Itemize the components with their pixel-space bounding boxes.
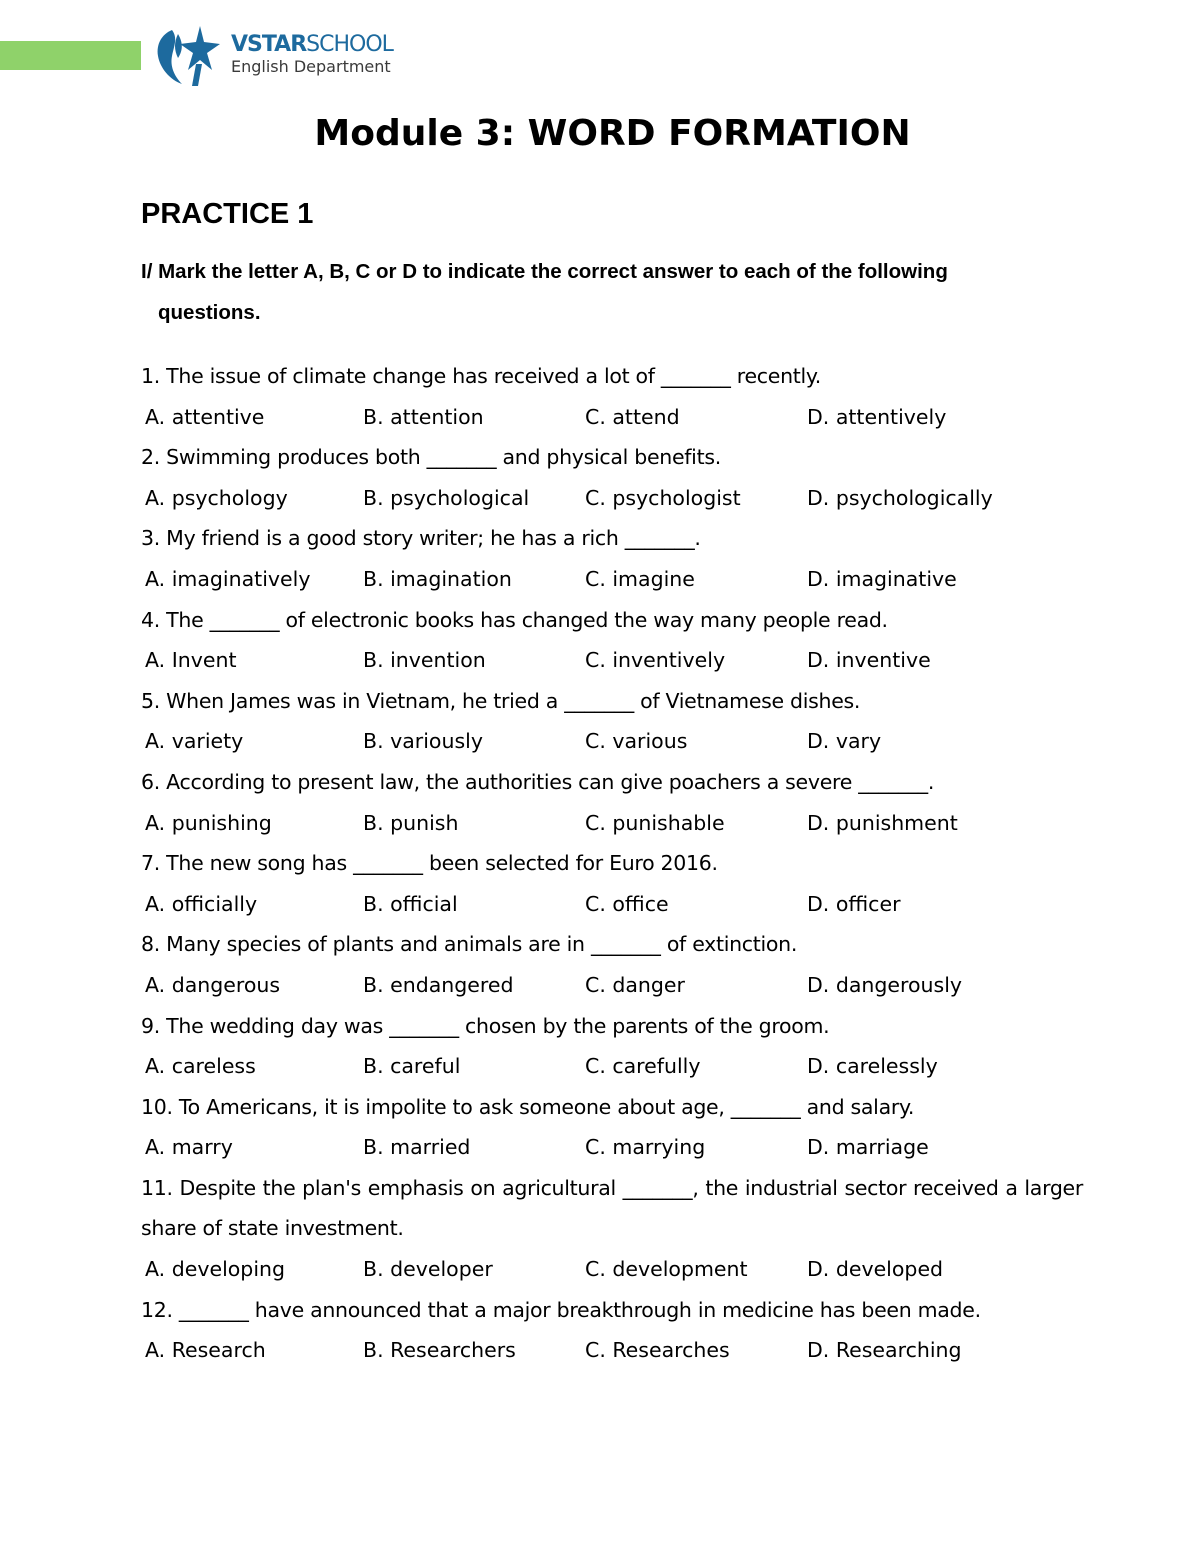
option-c: C. psychologist	[585, 485, 741, 510]
option-b: B. endangered	[363, 972, 514, 997]
option-b: B. imagination	[363, 566, 512, 591]
section-heading: PRACTICE 1	[141, 198, 314, 230]
answer-options	[141, 1249, 1091, 1290]
question-stem: 8. Many species of plants and animals are in _______ of extinction.	[141, 932, 798, 957]
option-a: A. attentive	[145, 404, 265, 429]
option-d: D. psychologically	[807, 485, 993, 510]
question-stem: 1. The issue of climate change has received a lot of _______ recently.	[141, 364, 822, 388]
option-c: C. danger	[585, 972, 685, 997]
question-item	[141, 762, 1091, 843]
option-c: C. attend	[585, 404, 680, 429]
question-item	[141, 1087, 1091, 1168]
question-stem: 12. _______ have announced that a major breakthrough in medicine has been made.	[141, 1297, 981, 1322]
question-item	[141, 518, 1091, 599]
option-d: D. dangerously	[807, 972, 963, 997]
option-a: A. imaginatively	[145, 566, 311, 591]
answer-options	[141, 1330, 1091, 1371]
option-d: D. officer	[807, 891, 901, 916]
option-c: C. various	[585, 729, 688, 754]
question-item	[141, 437, 1091, 518]
option-b: B. official	[363, 891, 458, 916]
option-a: A. Invent	[145, 648, 237, 673]
question-item	[141, 681, 1091, 762]
option-b: B. careful	[363, 1054, 461, 1079]
option-a: A. variety	[145, 729, 244, 754]
option-d: D. attentively	[807, 404, 947, 429]
question-item	[141, 600, 1091, 681]
option-c: C. imagine	[585, 566, 695, 591]
option-b: B. punish	[363, 810, 459, 835]
answer-options	[141, 803, 1091, 844]
question-item	[141, 1290, 1091, 1371]
question-item	[141, 924, 1091, 1005]
option-d: D. Researching	[807, 1338, 962, 1363]
question-stem: 3. My friend is a good story writer; he has a rich _______.	[141, 526, 701, 551]
question-stem: 2. Swimming produces both _______ and physical benefits.	[141, 445, 721, 470]
school-name-rest: SCHOOL	[306, 32, 393, 57]
question-stem: 10. To Americans, it is impolite to ask someone about age, _______ and salary.	[141, 1094, 915, 1119]
answer-options	[141, 1046, 1091, 1087]
option-a: A. careless	[145, 1054, 256, 1079]
answer-options	[141, 640, 1091, 681]
answer-options	[141, 559, 1091, 600]
question-stem: 4. The _______ of electronic books has changed the way many people read.	[141, 607, 888, 632]
question-stem: 11. Despite the plan's emphasis on agricultural _______, the industrial sector received a larger share of state investment.	[141, 1175, 1083, 1241]
option-c: C. marrying	[585, 1135, 706, 1160]
option-d: D. marriage	[807, 1135, 929, 1160]
question-item	[141, 1168, 1091, 1290]
instruction-line-1: I/ Mark the letter A, B, C or D to indicate the correct answer to each of the following	[141, 260, 948, 283]
school-logo	[152, 24, 402, 88]
answer-options	[141, 884, 1091, 925]
answer-options	[141, 1127, 1091, 1168]
question-item	[141, 1006, 1091, 1087]
option-c: C. punishable	[585, 810, 725, 835]
option-b: B. attention	[363, 404, 484, 429]
option-c: C. inventively	[585, 648, 726, 673]
question-list	[141, 356, 1091, 1371]
option-d: D. vary	[807, 729, 882, 754]
option-a: A. dangerous	[145, 972, 281, 997]
question-stem: 5. When James was in Vietnam, he tried a _______ of Vietnamese dishes.	[141, 688, 861, 713]
option-d: D. imaginative	[807, 566, 957, 591]
option-a: A. developing	[145, 1257, 286, 1282]
answer-options	[141, 397, 1091, 438]
question-stem: 9. The wedding day was _______ chosen by the parents of the groom.	[141, 1013, 830, 1038]
option-b: B. developer	[363, 1257, 493, 1282]
option-a: A. psychology	[145, 485, 288, 510]
option-c: C. carefully	[585, 1054, 701, 1079]
answer-options	[141, 478, 1091, 519]
option-c: C. Researches	[585, 1338, 730, 1363]
question-item	[141, 356, 1091, 437]
school-name	[231, 33, 393, 57]
option-b: B. invention	[363, 648, 486, 673]
option-b: B. variously	[363, 729, 483, 754]
option-d: D. developed	[807, 1257, 944, 1282]
department-name: English Department	[231, 57, 391, 76]
option-c: C. office	[585, 891, 669, 916]
page-title: Module 3: WORD FORMATION	[314, 113, 911, 154]
option-d: D. punishment	[807, 810, 958, 835]
option-b: B. Researchers	[363, 1338, 516, 1363]
answer-options	[141, 721, 1091, 762]
instruction	[141, 251, 1101, 333]
vstar-emblem-icon	[152, 24, 224, 88]
question-item	[141, 843, 1091, 924]
instruction-line-2: questions.	[158, 301, 261, 324]
accent-bar	[0, 41, 141, 70]
option-d: D. inventive	[807, 648, 931, 673]
option-a: A. marry	[145, 1135, 233, 1160]
option-a: A. officially	[145, 891, 258, 916]
option-a: A. punishing	[145, 810, 272, 835]
school-name-strong: VSTAR	[231, 32, 307, 57]
option-b: B. married	[363, 1135, 471, 1160]
option-b: B. psychological	[363, 485, 530, 510]
option-c: C. development	[585, 1257, 748, 1282]
answer-options	[141, 965, 1091, 1006]
question-stem: 6. According to present law, the authorities can give poachers a severe _______.	[141, 769, 935, 794]
question-stem: 7. The new song has _______ been selected for Euro 2016.	[141, 851, 718, 876]
option-a: A. Research	[145, 1338, 266, 1363]
option-d: D. carelessly	[807, 1054, 938, 1079]
